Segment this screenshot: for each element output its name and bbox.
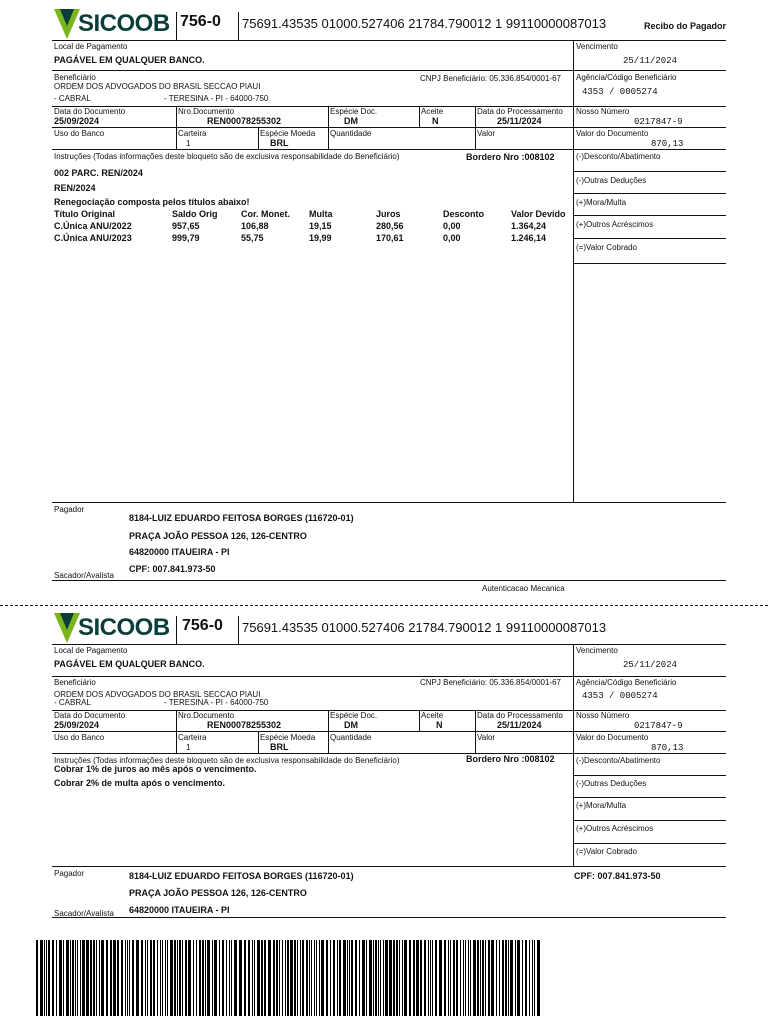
sacador-avalista-label: Sacador/Avalista [54, 909, 114, 918]
nosso-numero: 0217847-9 [634, 117, 683, 127]
instrucao-juros: Cobrar 1% de juros ao mês após o vencimento. [54, 764, 257, 774]
aceite-label: Aceite [421, 107, 444, 116]
nosso-numero-label: Nosso Número [576, 711, 630, 720]
cell-juros: 170,61 [376, 233, 404, 243]
especie-moeda-label: Espécie Moeda [260, 733, 316, 742]
col-valor-devido-header: Valor Devido [511, 209, 566, 219]
beneficiario-endereco: - CABRAL [54, 94, 91, 103]
outros-acrescimos-label: (+)Outros Acréscimos [576, 824, 654, 833]
valor-label: Valor [477, 129, 496, 138]
pagador-label: Pagador [54, 505, 85, 514]
digitable-line[interactable]: 75691.43535 01000.527406 21784.790012 1 99110000087013 [242, 16, 607, 31]
beneficiario-nome: ORDEM DOS ADVOGADOS DO BRASIL SECCAO PIAUI [54, 690, 261, 699]
mora-multa-label: (+)Mora/Multa [576, 801, 627, 810]
local-pagamento-label: Local de Pagamento [54, 646, 128, 655]
outras-deducoes-label: (-)Outras Deduções [576, 176, 647, 185]
instrucao-linha-1: 002 PARC. REN/2024 [54, 168, 143, 178]
instrucao-multa: Cobrar 2% de multa após o vencimento. [54, 778, 226, 788]
barcode [36, 940, 540, 1016]
col-titulo-header: Título Original [54, 209, 115, 219]
beneficiario-endereco: - CABRAL [54, 698, 91, 707]
pagador-endereco: PRAÇA JOÃO PESSOA 126, 126-CENTRO [129, 531, 307, 541]
data-documento-label: Data do Documento [54, 107, 126, 116]
mora-multa-label: (+)Mora/Multa [576, 198, 627, 207]
vencimento-label: Vencimento [576, 42, 618, 51]
nro-documento: REN00078255302 [207, 720, 282, 730]
cnpj-beneficiario: CNPJ Beneficiário: 05.336.854/0001-67 [420, 74, 561, 83]
receipt-title: Recibo do Pagador [644, 21, 727, 31]
aceite-label: Aceite [421, 711, 444, 720]
sacador-avalista-label: Sacador/Avalista [54, 571, 114, 580]
outros-acrescimos-label: (+)Outros Acréscimos [576, 220, 654, 229]
pagador-label: Pagador [54, 869, 85, 878]
aceite: N [432, 116, 439, 126]
vencimento-value: 25/11/2024 [623, 56, 678, 66]
instrucoes-label: Instruções (Todas informações deste bloqueto são de exclusiva responsabilidade do Beneficiário) [54, 152, 400, 161]
valor-cobrado-label: (=)Valor Cobrado [576, 243, 637, 252]
bank-code: 756-0 [180, 13, 221, 30]
instrucoes-label: Instruções (Todas informações deste bloqueto são de exclusiva responsabilidade do Beneficiário) [54, 756, 400, 765]
pagador-cpf: CPF: 007.841.973-50 [129, 564, 216, 574]
especie-doc: DM [344, 116, 358, 126]
especie-moeda-label: Espécie Moeda [260, 129, 316, 138]
carteira: 1 [186, 139, 191, 148]
beneficiario-cidade: - TERESINA - PI - 64000-750 [164, 94, 269, 103]
nosso-numero: 0217847-9 [634, 721, 683, 731]
titles-table [54, 208, 574, 244]
valor-documento: 870,13 [651, 139, 684, 149]
data-processamento-label: Data do Processamento [477, 107, 563, 116]
data-documento-label: Data do Documento [54, 711, 126, 720]
nro-documento: REN00078255302 [207, 116, 282, 126]
nosso-numero-label: Nosso Número [576, 107, 630, 116]
bordero-number: Bordero Nro :008102 [466, 152, 555, 162]
col-cor-monet-header: Cor. Monet. [241, 209, 290, 219]
sicoob-logo [54, 8, 170, 40]
bank-code: 756-0 [182, 617, 223, 634]
especie-doc-label: Espécie Doc. [330, 107, 378, 116]
especie-moeda: BRL [270, 742, 289, 752]
aceite: N [436, 720, 443, 730]
data-processamento: 25/11/2024 [497, 720, 542, 730]
cnpj-beneficiario: CNPJ Beneficiário: 05.336.854/0001-67 [420, 678, 561, 687]
data-documento: 25/09/2024 [54, 116, 100, 126]
cut-line [0, 605, 768, 606]
desconto-label: (-)Desconto/Abatimento [576, 152, 661, 161]
pagador-cidade: 64820000 ITAUEIRA - PI [129, 905, 230, 915]
cell-cor-monet: 55,75 [241, 233, 264, 243]
agencia-label: Agência/Código Beneficiário [576, 678, 677, 687]
quantidade-label: Quantidade [330, 129, 372, 138]
sicoob-mark-icon [54, 9, 80, 39]
data-documento: 25/09/2024 [54, 720, 100, 730]
pagador-nome: 8184-LUIZ EDUARDO FEITOSA BORGES (116720-01) [129, 871, 354, 881]
especie-doc: DM [344, 720, 358, 730]
especie-moeda: BRL [270, 138, 289, 148]
carteira-label: Carteira [178, 733, 207, 742]
quantidade-label: Quantidade [330, 733, 372, 742]
carteira: 1 [186, 743, 191, 752]
beneficiario-label: Beneficiário [54, 73, 96, 82]
table-row [54, 232, 574, 244]
pagador-endereco: PRAÇA JOÃO PESSOA 126, 126-CENTRO [129, 888, 307, 898]
local-pagamento: PAGÁVEL EM QUALQUER BANCO. [54, 659, 205, 669]
col-saldo-header: Saldo Orig [172, 209, 218, 219]
agencia-value: 4353 / 0005274 [582, 87, 658, 97]
pagador-cidade: 64820000 ITAUEIRA - PI [129, 547, 230, 557]
especie-doc-label: Espécie Doc. [330, 711, 378, 720]
cell-multa: 19,99 [309, 233, 332, 243]
valor-documento-label: Valor do Documento [576, 733, 649, 742]
valor-label: Valor [477, 733, 496, 742]
agencia-label: Agência/Código Beneficiário [576, 73, 677, 82]
table-row [54, 220, 574, 232]
nro-documento-label: Nro.Documento [178, 107, 235, 116]
sicoob-logo [54, 612, 170, 644]
cell-titulo: C.Única ANU/2023 [54, 233, 132, 243]
beneficiario-cidade: - TERESINA - PI - 64000-750 [164, 698, 269, 707]
titles-table-header [54, 208, 574, 220]
pagador-cpf: CPF: 007.841.973-50 [574, 871, 661, 881]
cell-valor-devido: 1.364,24 [511, 221, 547, 231]
cell-desconto: 0,00 [443, 221, 461, 231]
local-pagamento: PAGÁVEL EM QUALQUER BANCO. [54, 55, 205, 65]
valor-documento: 870,13 [651, 743, 684, 753]
cell-valor-devido: 1.246,14 [511, 233, 547, 243]
cell-desconto: 0,00 [443, 233, 461, 243]
bordero-number: Bordero Nro :008102 [466, 754, 555, 764]
carteira-label: Carteira [178, 129, 207, 138]
vencimento-label: Vencimento [576, 646, 618, 655]
valor-cobrado-label: (=)Valor Cobrado [576, 847, 637, 856]
nro-documento-label: Nro.Documento [178, 711, 235, 720]
uso-banco-label: Uso do Banco [54, 129, 105, 138]
col-multa-header: Multa [309, 209, 333, 219]
data-processamento-label: Data do Processamento [477, 711, 563, 720]
valor-documento-label: Valor do Documento [576, 129, 649, 138]
bank-name: SICOOB [78, 614, 170, 641]
cell-cor-monet: 106,88 [241, 221, 269, 231]
col-desconto-header: Desconto [443, 209, 485, 219]
pagador-nome: 8184-LUIZ EDUARDO FEITOSA BORGES (116720-01) [129, 513, 354, 523]
desconto-label: (-)Desconto/Abatimento [576, 756, 661, 765]
col-juros-header: Juros [376, 209, 401, 219]
beneficiario-label: Beneficiário [54, 678, 96, 687]
instrucao-linha-3: Renegociação composta pelos títulos abaixo! [54, 197, 250, 207]
data-processamento: 25/11/2024 [497, 116, 542, 126]
cell-juros: 280,56 [376, 221, 404, 231]
local-pagamento-label: Local de Pagamento [54, 42, 128, 51]
cell-titulo: C.Única ANU/2022 [54, 221, 132, 231]
cell-multa: 19,15 [309, 221, 332, 231]
cell-saldo: 999,79 [172, 233, 200, 243]
agencia-value: 4353 / 0005274 [582, 691, 658, 701]
instrucao-linha-2: REN/2024 [54, 183, 96, 193]
digitable-line[interactable]: 75691.43535 01000.527406 21784.790012 1 99110000087013 [242, 620, 607, 635]
uso-banco-label: Uso do Banco [54, 733, 105, 742]
vencimento-value: 25/11/2024 [623, 660, 678, 670]
sicoob-mark-icon [54, 613, 80, 643]
outras-deducoes-label: (-)Outras Deduções [576, 779, 647, 788]
beneficiario-nome: ORDEM DOS ADVOGADOS DO BRASIL SECCAO PIAUI [54, 82, 261, 91]
cell-saldo: 957,65 [172, 221, 200, 231]
autenticacao-mecanica-label: Autenticacao Mecanica [482, 584, 565, 593]
bank-name: SICOOB [78, 10, 170, 37]
